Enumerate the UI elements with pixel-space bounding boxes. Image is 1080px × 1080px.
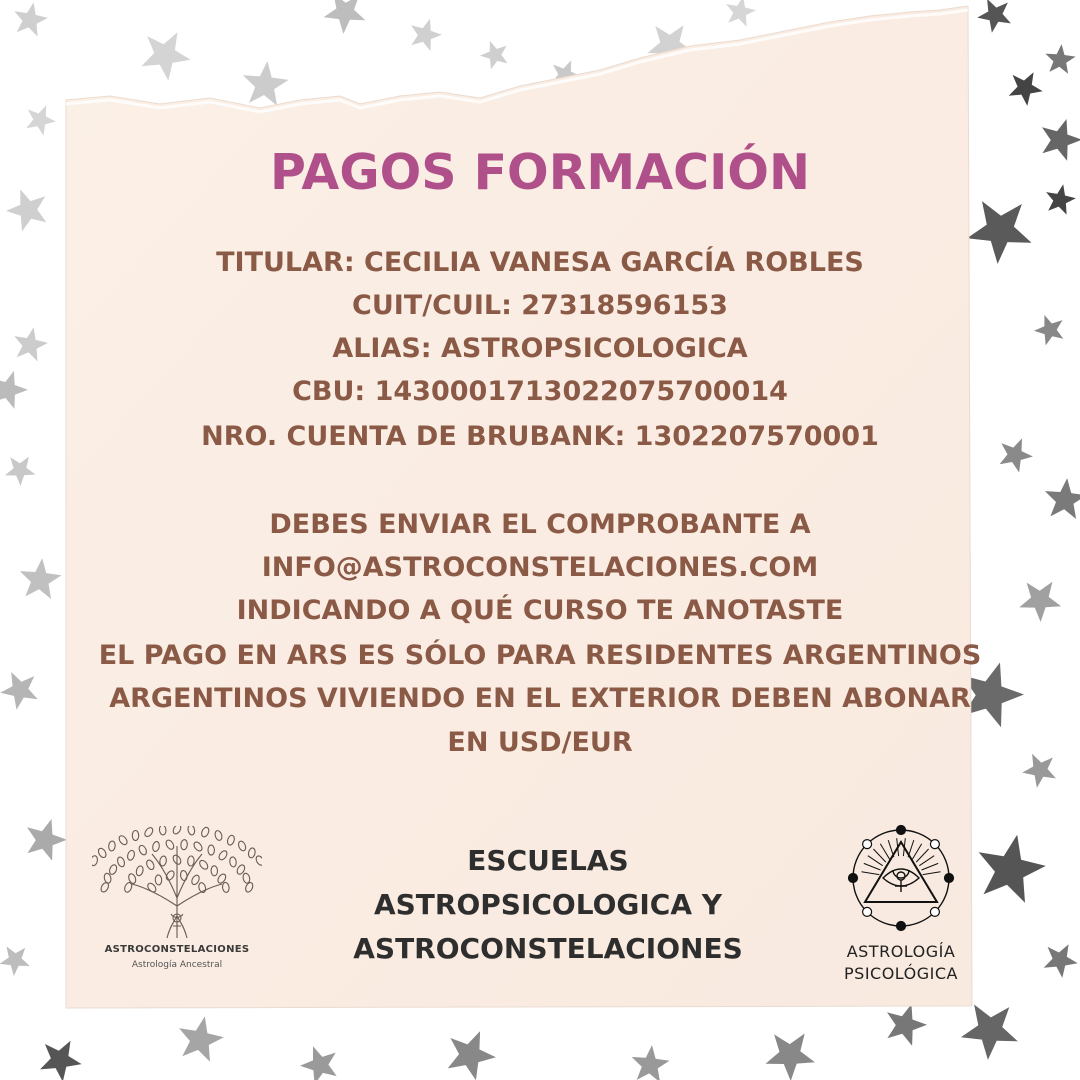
moon-phase	[897, 826, 906, 835]
moon-phase	[863, 907, 872, 916]
tree-of-life-icon	[92, 826, 262, 941]
account-holder: TITULAR: CECILIA VANESA GARCÍA ROBLES	[216, 247, 864, 278]
leaf-shape	[97, 847, 108, 859]
leaf-shape	[108, 841, 115, 852]
account-number: NRO. CUENTA DE BRUBANK: 1302207570001	[201, 421, 879, 452]
ray-line	[862, 872, 880, 875]
leaf-shape	[187, 826, 195, 836]
leaf-shape	[242, 873, 250, 884]
leaf-shape	[145, 859, 155, 871]
leaf-shape	[152, 841, 160, 852]
leaf-shape	[226, 834, 235, 846]
footer-line: ESCUELAS	[467, 844, 629, 877]
moon-phase	[863, 840, 872, 849]
leaf-shape	[155, 875, 162, 885]
leaf-shape	[214, 830, 223, 841]
leaf-shape	[180, 870, 188, 881]
leaf-shape	[211, 866, 218, 876]
leaf-shape	[165, 839, 176, 851]
astroconstelaciones-logo	[92, 826, 262, 976]
leaf-shape	[118, 834, 129, 846]
ray-line	[864, 863, 881, 870]
leaf-shape	[200, 826, 210, 838]
ray-line	[868, 856, 883, 866]
instruction-line: ARGENTINOS VIVIENDO EN EL EXTERIOR DEBEN ABONAR	[109, 683, 971, 714]
leaf-shape	[116, 856, 125, 868]
email-address: INFO@ASTROCONSTELACIONES.COM	[261, 552, 819, 583]
instruction-line: DEBES ENVIAR EL COMPROBANTE A	[269, 509, 811, 540]
moon-phase	[849, 874, 858, 883]
leaf-shape	[248, 847, 256, 858]
ray-line	[908, 840, 914, 857]
logo-left-brand: ASTROCONSTELACIONES	[104, 944, 250, 955]
ray-line	[880, 844, 889, 859]
footer-line: ASTROPSICOLOGICA Y	[373, 888, 723, 921]
leaf-shape	[132, 831, 138, 841]
logo-right-line2: PSICOLÓGICA	[844, 964, 958, 983]
leaf-shape	[126, 850, 135, 861]
ray-line	[922, 863, 939, 870]
alias: ALIAS: ASTROPSICOLOGICA	[332, 333, 748, 364]
ray-line	[912, 844, 921, 859]
leaf-shape	[255, 855, 262, 867]
footer-line: ASTROCONSTELACIONES	[353, 932, 743, 965]
moon-phase	[930, 840, 939, 849]
leaf-shape	[159, 826, 166, 835]
logo-left-tagline: Astrología Ancestral	[131, 960, 223, 970]
logo-right-line1: ASTROLOGÍA	[846, 942, 956, 961]
leaf-shape	[165, 870, 176, 882]
moon-phase	[930, 907, 939, 916]
instruction-line: INDICANDO A QUÉ CURSO TE ANOTASTE	[236, 595, 844, 626]
ray-line	[923, 872, 941, 875]
ray-line	[888, 840, 894, 857]
leaf-shape	[172, 826, 183, 835]
leaf-shape	[222, 882, 230, 893]
leaf-shape	[135, 865, 144, 876]
moon-phase	[945, 874, 954, 883]
leaf-shape	[180, 839, 187, 850]
moon-phase	[897, 922, 906, 931]
cuit-number: CUIT/CUIL: 27318596153	[352, 290, 728, 321]
cbu-number: CBU: 1430001713022075700014	[292, 376, 788, 407]
instruction-line: EL PAGO EN ARS ES SÓLO PARA RESIDENTES ARGENTINOS	[98, 640, 982, 671]
astrologia-psicologica-logo	[835, 820, 967, 990]
leaf-shape	[208, 845, 215, 855]
page-title: PAGOS FORMACIÓN	[270, 144, 810, 201]
leaf-shape	[159, 856, 167, 867]
leaf-shape	[108, 864, 118, 876]
leaf-shape	[237, 840, 247, 852]
leaf-shape	[229, 857, 237, 868]
leaf-shape	[143, 826, 154, 838]
leaf-shape	[187, 856, 194, 866]
instruction-line: EN USD/EUR	[447, 727, 633, 758]
leaf-shape	[217, 849, 228, 861]
leaf-shape	[92, 855, 98, 866]
leaf-shape	[138, 844, 148, 856]
eye-triangle-moon-phases-icon	[835, 820, 967, 940]
ray-line	[919, 856, 934, 866]
leaf-shape	[192, 841, 203, 853]
leaf-shape	[198, 859, 209, 871]
